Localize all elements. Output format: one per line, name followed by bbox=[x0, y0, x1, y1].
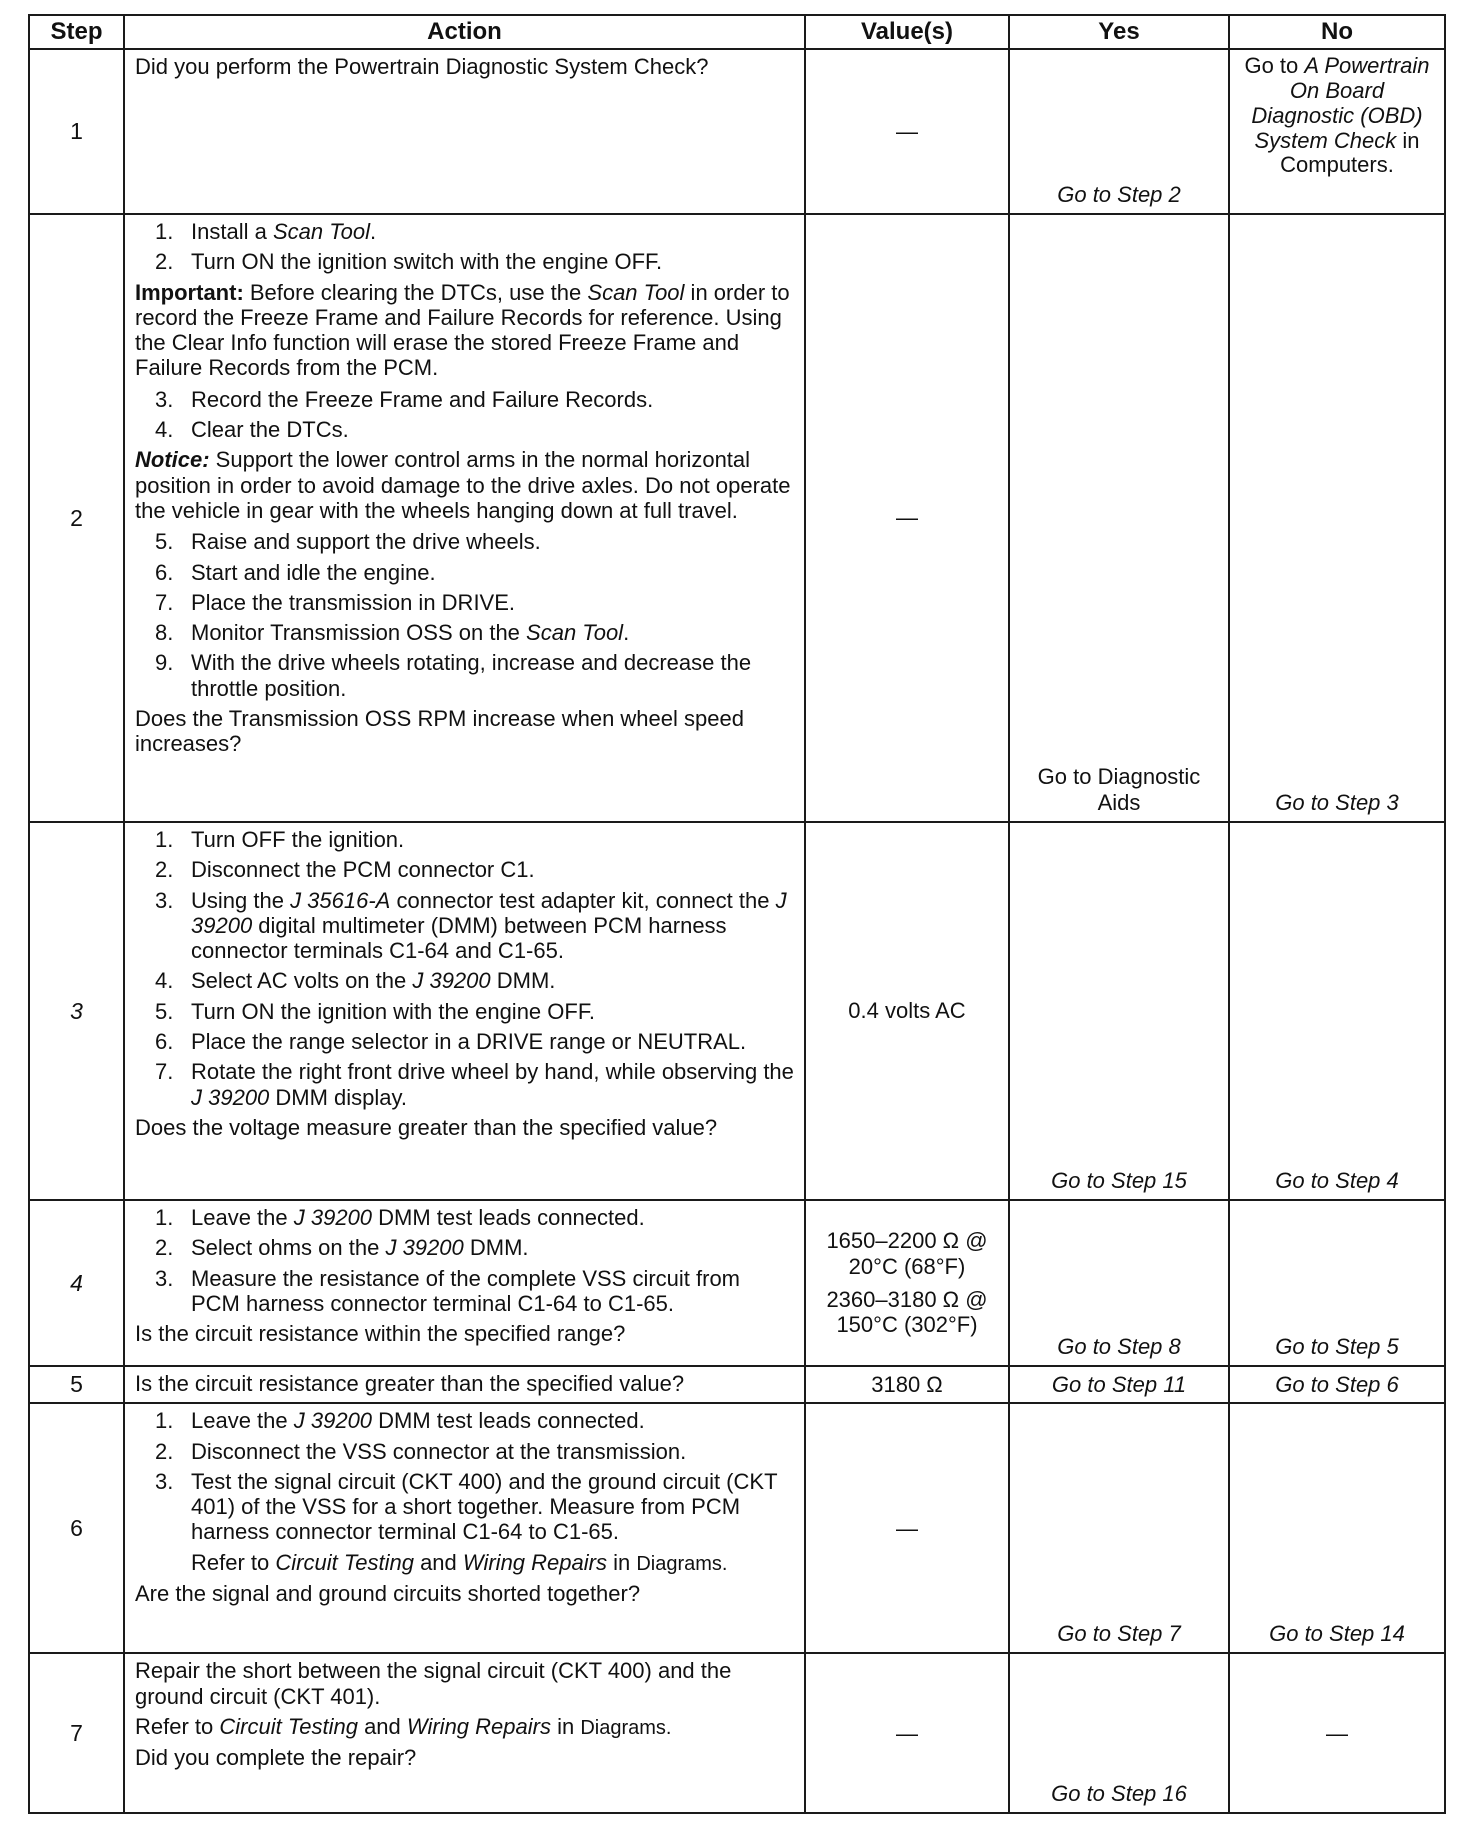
step-question: Are the signal and ground circuits shorted together? bbox=[135, 1580, 641, 1606]
note-text: Scan Tool bbox=[587, 279, 685, 305]
value-range-20c: 1650–2200 Ω @ 20°C (68°F) bbox=[826, 1228, 988, 1279]
item-number: 6. bbox=[155, 559, 174, 585]
item-number: 8. bbox=[155, 620, 174, 646]
ref-link: Circuit Testing bbox=[219, 1713, 358, 1739]
ref-text: Refer to bbox=[191, 1549, 276, 1575]
item-text: Start and idle the engine. bbox=[191, 559, 436, 585]
action-cell bbox=[124, 1653, 805, 1813]
item-text: Rotate the right front drive wheel by hand, while observing the bbox=[191, 1059, 794, 1085]
item-text: J 39200 bbox=[412, 968, 491, 994]
list-item bbox=[135, 1266, 794, 1317]
item-text: J 39200 bbox=[293, 1408, 373, 1434]
step-question: Is the circuit resistance greater than the specified value? bbox=[135, 1371, 685, 1396]
item-text: J 39200 bbox=[191, 887, 787, 938]
ref-text: Diagrams. bbox=[636, 1552, 728, 1575]
value-cell: — bbox=[805, 1653, 1009, 1813]
item-text: DMM test leads connected. bbox=[372, 1408, 645, 1434]
action-cell bbox=[124, 822, 805, 1200]
ref-text: in bbox=[550, 1713, 581, 1739]
item-text: J 39200 bbox=[293, 1205, 373, 1230]
list-item bbox=[135, 968, 794, 993]
reference-note bbox=[135, 1714, 794, 1740]
important-note bbox=[135, 280, 794, 381]
item-number: 3. bbox=[155, 1265, 174, 1291]
no-text: Computers. bbox=[1280, 152, 1394, 178]
list-item bbox=[135, 1408, 794, 1433]
item-text: Leave the bbox=[191, 1205, 294, 1230]
ref-text: Diagrams. bbox=[580, 1716, 672, 1739]
header-no: No bbox=[1229, 15, 1445, 49]
ref-text: and bbox=[413, 1549, 463, 1575]
value-cell: — bbox=[805, 214, 1009, 822]
item-text: Install a bbox=[191, 219, 273, 244]
no-cell: Go to Step 14 bbox=[1229, 1403, 1445, 1653]
yes-cell: Go to Step 15 bbox=[1009, 822, 1229, 1200]
table-row bbox=[29, 49, 1445, 214]
step-number: 4 bbox=[29, 1200, 124, 1366]
list-item bbox=[135, 560, 794, 585]
no-link: A Powertrain On Board Diagnostic (OBD) System Check bbox=[1251, 53, 1430, 153]
item-text: DMM. bbox=[463, 1235, 529, 1261]
step-question: Does the Transmission OSS RPM increase when wheel speed increases? bbox=[135, 706, 744, 757]
item-text: Scan Tool bbox=[526, 620, 624, 646]
item-number: 7. bbox=[155, 589, 174, 615]
list-item bbox=[135, 219, 794, 244]
ref-text: Refer to bbox=[135, 1713, 220, 1739]
table-row bbox=[29, 822, 1445, 1200]
header-action: Action bbox=[124, 15, 805, 49]
item-text: Measure the resistance of the complete VSS circuit from PCM harness connector terminal C1-64 to C1-65. bbox=[191, 1265, 741, 1316]
item-text: DMM display. bbox=[269, 1084, 408, 1110]
list-item bbox=[135, 999, 794, 1024]
note-text: Support the lower control arms in the normal horizontal position in order to avoid damage to the drive axles. Do not operate the vehicle in gear with the wheels hanging down at full travel. bbox=[135, 447, 791, 523]
item-number: 1. bbox=[155, 1408, 174, 1434]
header-row bbox=[29, 15, 1445, 49]
value-range-150c: 2360–3180 Ω @ 150°C (302°F) bbox=[826, 1287, 988, 1338]
notice-note bbox=[135, 447, 794, 523]
table-row bbox=[29, 214, 1445, 822]
reference-note bbox=[135, 1550, 794, 1576]
item-text: Record the Freeze Frame and Failure Records. bbox=[191, 386, 654, 412]
list-item bbox=[135, 590, 794, 615]
item-text: Scan Tool bbox=[272, 219, 370, 244]
item-text: Disconnect the PCM connector C1. bbox=[191, 857, 535, 883]
diagnostic-table bbox=[28, 14, 1446, 1814]
item-text: J 39200 bbox=[385, 1235, 464, 1261]
item-number: 1. bbox=[155, 1205, 174, 1230]
item-text: Select AC volts on the bbox=[191, 968, 413, 994]
action-cell bbox=[124, 1200, 805, 1366]
item-number: 2. bbox=[155, 1438, 174, 1464]
item-text: Place the range selector in a DRIVE range or NEUTRAL. bbox=[191, 1029, 747, 1055]
table-row bbox=[29, 1653, 1445, 1813]
item-number: 3. bbox=[155, 1468, 174, 1494]
item-text: Place the transmission in DRIVE. bbox=[191, 589, 516, 615]
item-text: Monitor Transmission OSS on the bbox=[191, 620, 527, 646]
step-question: Did you perform the Powertrain Diagnostic System Check? bbox=[135, 54, 709, 79]
no-cell: — bbox=[1229, 1653, 1445, 1813]
list-item bbox=[135, 857, 794, 882]
yes-cell: Go to Step 11 bbox=[1009, 1366, 1229, 1403]
step-text: Repair the short between the signal circuit (CKT 400) and the ground circuit (CKT 401). bbox=[135, 1658, 732, 1709]
item-number: 9. bbox=[155, 650, 174, 676]
item-number: 5. bbox=[155, 529, 174, 555]
item-text: digital multimeter (DMM) between PCM harness connector terminals C1-64 and C1-65. bbox=[191, 912, 727, 964]
item-text: J 39200 bbox=[191, 1084, 270, 1110]
header-yes: Yes bbox=[1009, 15, 1229, 49]
no-cell: Go to Step 6 bbox=[1229, 1366, 1445, 1403]
list-item bbox=[135, 417, 794, 442]
item-text: Select ohms on the bbox=[191, 1235, 386, 1261]
note-text: in order to record the Freeze Frame and Failure Records for reference. Using the Clear Info function will erase the stored Freeze Frame and Failure Records from the PCM. bbox=[135, 279, 790, 381]
header-step: Step bbox=[29, 15, 124, 49]
yes-cell: Go to Step 7 bbox=[1009, 1403, 1229, 1653]
list-item bbox=[135, 620, 794, 645]
ref-link: Wiring Repairs bbox=[406, 1713, 551, 1739]
value-cell: — bbox=[805, 1403, 1009, 1653]
ref-link: Wiring Repairs bbox=[462, 1549, 607, 1575]
no-cell: Go to Step 4 bbox=[1229, 822, 1445, 1200]
step-question: Did you complete the repair? bbox=[135, 1744, 417, 1770]
table-row bbox=[29, 1200, 1445, 1366]
list-item bbox=[135, 1205, 794, 1230]
item-text: . bbox=[623, 620, 630, 646]
value-cell: — bbox=[805, 49, 1009, 214]
item-text: DMM test leads connected. bbox=[372, 1205, 645, 1230]
no-cell: Go to Step 3 bbox=[1229, 214, 1445, 822]
note-text: Before clearing the DTCs, use the bbox=[243, 279, 588, 305]
item-number: 2. bbox=[155, 857, 174, 883]
list-item bbox=[135, 888, 794, 964]
yes-cell: Go to Step 2 bbox=[1009, 49, 1229, 214]
item-text: Disconnect the VSS connector at the transmission. bbox=[191, 1438, 687, 1464]
no-cell: Go to Step 5 bbox=[1229, 1200, 1445, 1366]
no-text: in bbox=[1396, 127, 1420, 153]
ref-text: and bbox=[357, 1713, 407, 1739]
yes-cell: Go to Step 8 bbox=[1009, 1200, 1229, 1366]
item-text: Clear the DTCs. bbox=[191, 417, 349, 443]
yes-cell: Go to Diagnostic Aids bbox=[1009, 214, 1229, 822]
item-text: Turn OFF the ignition. bbox=[191, 827, 405, 852]
step-number: 1 bbox=[29, 49, 124, 214]
step-number: 6 bbox=[29, 1403, 124, 1653]
item-text: DMM. bbox=[490, 968, 556, 994]
list-item bbox=[135, 1439, 794, 1464]
item-text: Turn ON the ignition switch with the engine OFF. bbox=[191, 249, 663, 275]
yes-cell: Go to Step 16 bbox=[1009, 1653, 1229, 1813]
list-item bbox=[135, 1235, 794, 1260]
list-item bbox=[135, 1059, 794, 1110]
item-text: Test the signal circuit (CKT 400) and the ground circuit (CKT 401) of the VSS for a short together. Measure from PCM harness connector terminal C1-64 to C1-65. bbox=[191, 1468, 778, 1545]
note-label: Notice: bbox=[135, 447, 210, 473]
item-number: 6. bbox=[155, 1029, 174, 1055]
item-number: 4. bbox=[155, 417, 174, 443]
item-text: Turn ON the ignition with the engine OFF. bbox=[191, 998, 595, 1024]
header-values: Value(s) bbox=[805, 15, 1009, 49]
item-text: J 35616-A bbox=[290, 887, 391, 913]
item-number: 1. bbox=[155, 219, 174, 244]
item-number: 5. bbox=[155, 998, 174, 1024]
item-number: 7. bbox=[155, 1059, 174, 1085]
item-text: With the drive wheels rotating, increase and decrease the throttle position. bbox=[191, 650, 752, 701]
value-cell: 0.4 volts AC bbox=[805, 822, 1009, 1200]
list-item bbox=[135, 827, 794, 852]
action-cell bbox=[124, 1403, 805, 1653]
list-item bbox=[135, 387, 794, 412]
item-text: . bbox=[369, 219, 377, 244]
action-cell bbox=[124, 1366, 805, 1403]
table-row bbox=[29, 1366, 1445, 1403]
step-question: Does the voltage measure greater than the specified value? bbox=[135, 1114, 718, 1140]
item-number: 3. bbox=[155, 386, 174, 412]
step-number: 3 bbox=[29, 822, 124, 1200]
list-item bbox=[135, 1469, 794, 1545]
item-text: Leave the bbox=[191, 1408, 294, 1434]
item-text: Using the bbox=[191, 887, 291, 913]
step-question: Is the circuit resistance within the specified range? bbox=[135, 1321, 626, 1347]
value-cell: 3180 Ω bbox=[805, 1366, 1009, 1403]
list-item bbox=[135, 1029, 794, 1054]
item-number: 4. bbox=[155, 968, 174, 994]
ref-text: in bbox=[606, 1549, 637, 1575]
value-cell bbox=[805, 1200, 1009, 1366]
ref-link: Circuit Testing bbox=[275, 1549, 414, 1575]
item-number: 1. bbox=[155, 827, 174, 852]
list-item bbox=[135, 249, 794, 274]
no-cell bbox=[1229, 49, 1445, 214]
list-item bbox=[135, 529, 794, 554]
step-number: 5 bbox=[29, 1366, 124, 1403]
item-number: 2. bbox=[155, 1235, 174, 1261]
item-number: 2. bbox=[155, 249, 174, 275]
step-number: 2 bbox=[29, 214, 124, 822]
item-number: 3. bbox=[155, 887, 174, 913]
item-text: Raise and support the drive wheels. bbox=[191, 529, 541, 555]
note-label: Important: bbox=[135, 279, 244, 305]
action-cell bbox=[124, 49, 805, 214]
action-cell bbox=[124, 214, 805, 822]
table-row bbox=[29, 1403, 1445, 1653]
step-number: 7 bbox=[29, 1653, 124, 1813]
no-text: Go to bbox=[1244, 53, 1305, 78]
item-text: connector test adapter kit, connect the bbox=[390, 887, 776, 913]
list-item bbox=[135, 650, 794, 701]
